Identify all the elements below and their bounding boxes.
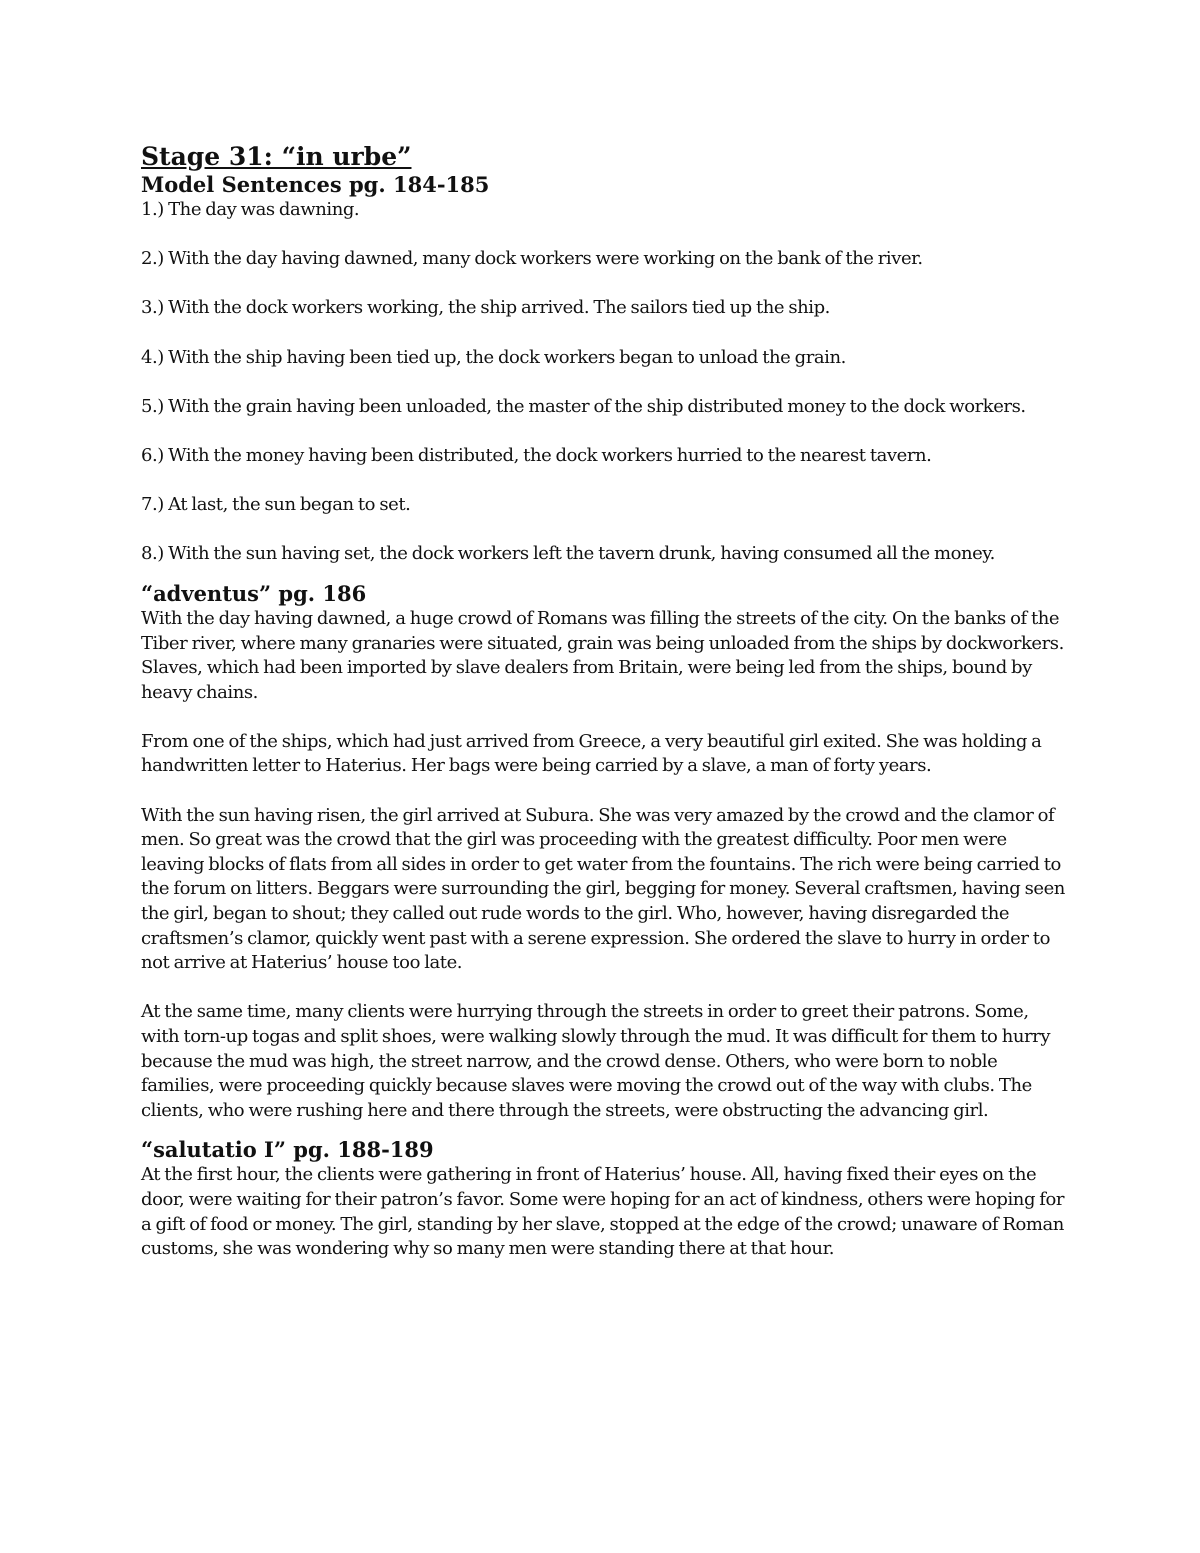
sentence-item: 8.) With the sun having set, the dock workers left the tavern drunk, having consumed all the money. [141, 543, 995, 565]
section-heading: Model Sentences pg. 184-185 [141, 172, 490, 197]
paragraph-list [141, 1163, 1071, 1261]
sentence-item: 3.) With the dock workers working, the ship arrived. The sailors tied up the ship. [141, 297, 830, 319]
body-paragraph: At the first hour, the clients were gathering in front of Haterius’ house. All, having fixed their eyes on the door, were waiting for their patron’s favor. Some were hoping for an act of kindness, others were hoping for a gift of food or money. The girl, standing by her slave, stopped at the edge of the crowd; unaware of Roman customs, she was wondering why so many men were standing there at that hour. [141, 1164, 1065, 1260]
body-paragraph: With the sun having risen, the girl arrived at Subura. She was very amazed by the crowd and the clamor of men. So great was the crowd that the girl was proceeding with the greatest difficulty. Poor men were leaving blocks of flats from all sides in order to get water from the fountains. The rich were being carried to the forum on litters. Beggars were surrounding the girl, begging for money. Several craftsmen, having seen the girl, began to shout; they called out rude words to the girl. Who, however, having disregarded the craftsmen’s clamor, quickly went past with a serene expression. She ordered the slave to hurry in order to not arrive at Haterius’ house too late. [141, 804, 1065, 974]
sentence-item: 2.) With the day having dawned, many dock workers were working on the bank of the river. [141, 248, 923, 270]
section-heading: “salutatio I” pg. 188-189 [141, 1137, 434, 1163]
sentence-list [141, 198, 1071, 567]
sentence-item: 4.) With the ship having been tied up, the dock workers began to unload the grain. [141, 346, 846, 368]
section-model-sentences [141, 172, 1071, 567]
sentence-item: 7.) At last, the sun began to set. [141, 494, 411, 516]
section-heading: “adventus” pg. 186 [141, 580, 367, 606]
section-salutatio [141, 1137, 1071, 1261]
sentence-item: 1.) The day was dawning. [141, 199, 360, 220]
sentence-item: 5.) With the grain having been unloaded, the master of the ship distributed money to the dock workers. [141, 395, 1026, 417]
document-page [141, 142, 1071, 1262]
body-paragraph: With the day having dawned, a huge crowd of Romans was filling the streets of the city. On the banks of the Tiber river, where many granaries were situated, grain was being unloaded from the ships by dockworkers. Slaves, which had been imported by slave dealers from Britain, were being led from the ships, bound by heavy chains. [141, 607, 1064, 703]
body-paragraph: From one of the ships, which had just arrived from Greece, a very beautiful girl exited. She was holding a handwritten letter to Haterius. Her bags were being carried by a slave, a man of forty years. [141, 730, 1042, 777]
paragraph-list [141, 607, 1071, 1123]
document-title: Stage 31: “in urbe” [141, 142, 412, 171]
section-adventus [141, 581, 1071, 1123]
body-paragraph: At the same time, many clients were hurrying through the streets in order to greet their patrons. Some, with torn-up togas and split shoes, were walking slowly through the mud. It was difficult for them to hurry because the mud was high, the street narrow, and the crowd dense. Others, who were born to noble families, were proceeding quickly because slaves were moving the crowd out of the way with clubs. The clients, who were rushing here and there through the streets, were obstructing the advancing girl. [141, 1001, 1051, 1121]
sentence-item: 6.) With the money having been distributed, the dock workers hurried to the nearest tavern. [141, 444, 932, 466]
